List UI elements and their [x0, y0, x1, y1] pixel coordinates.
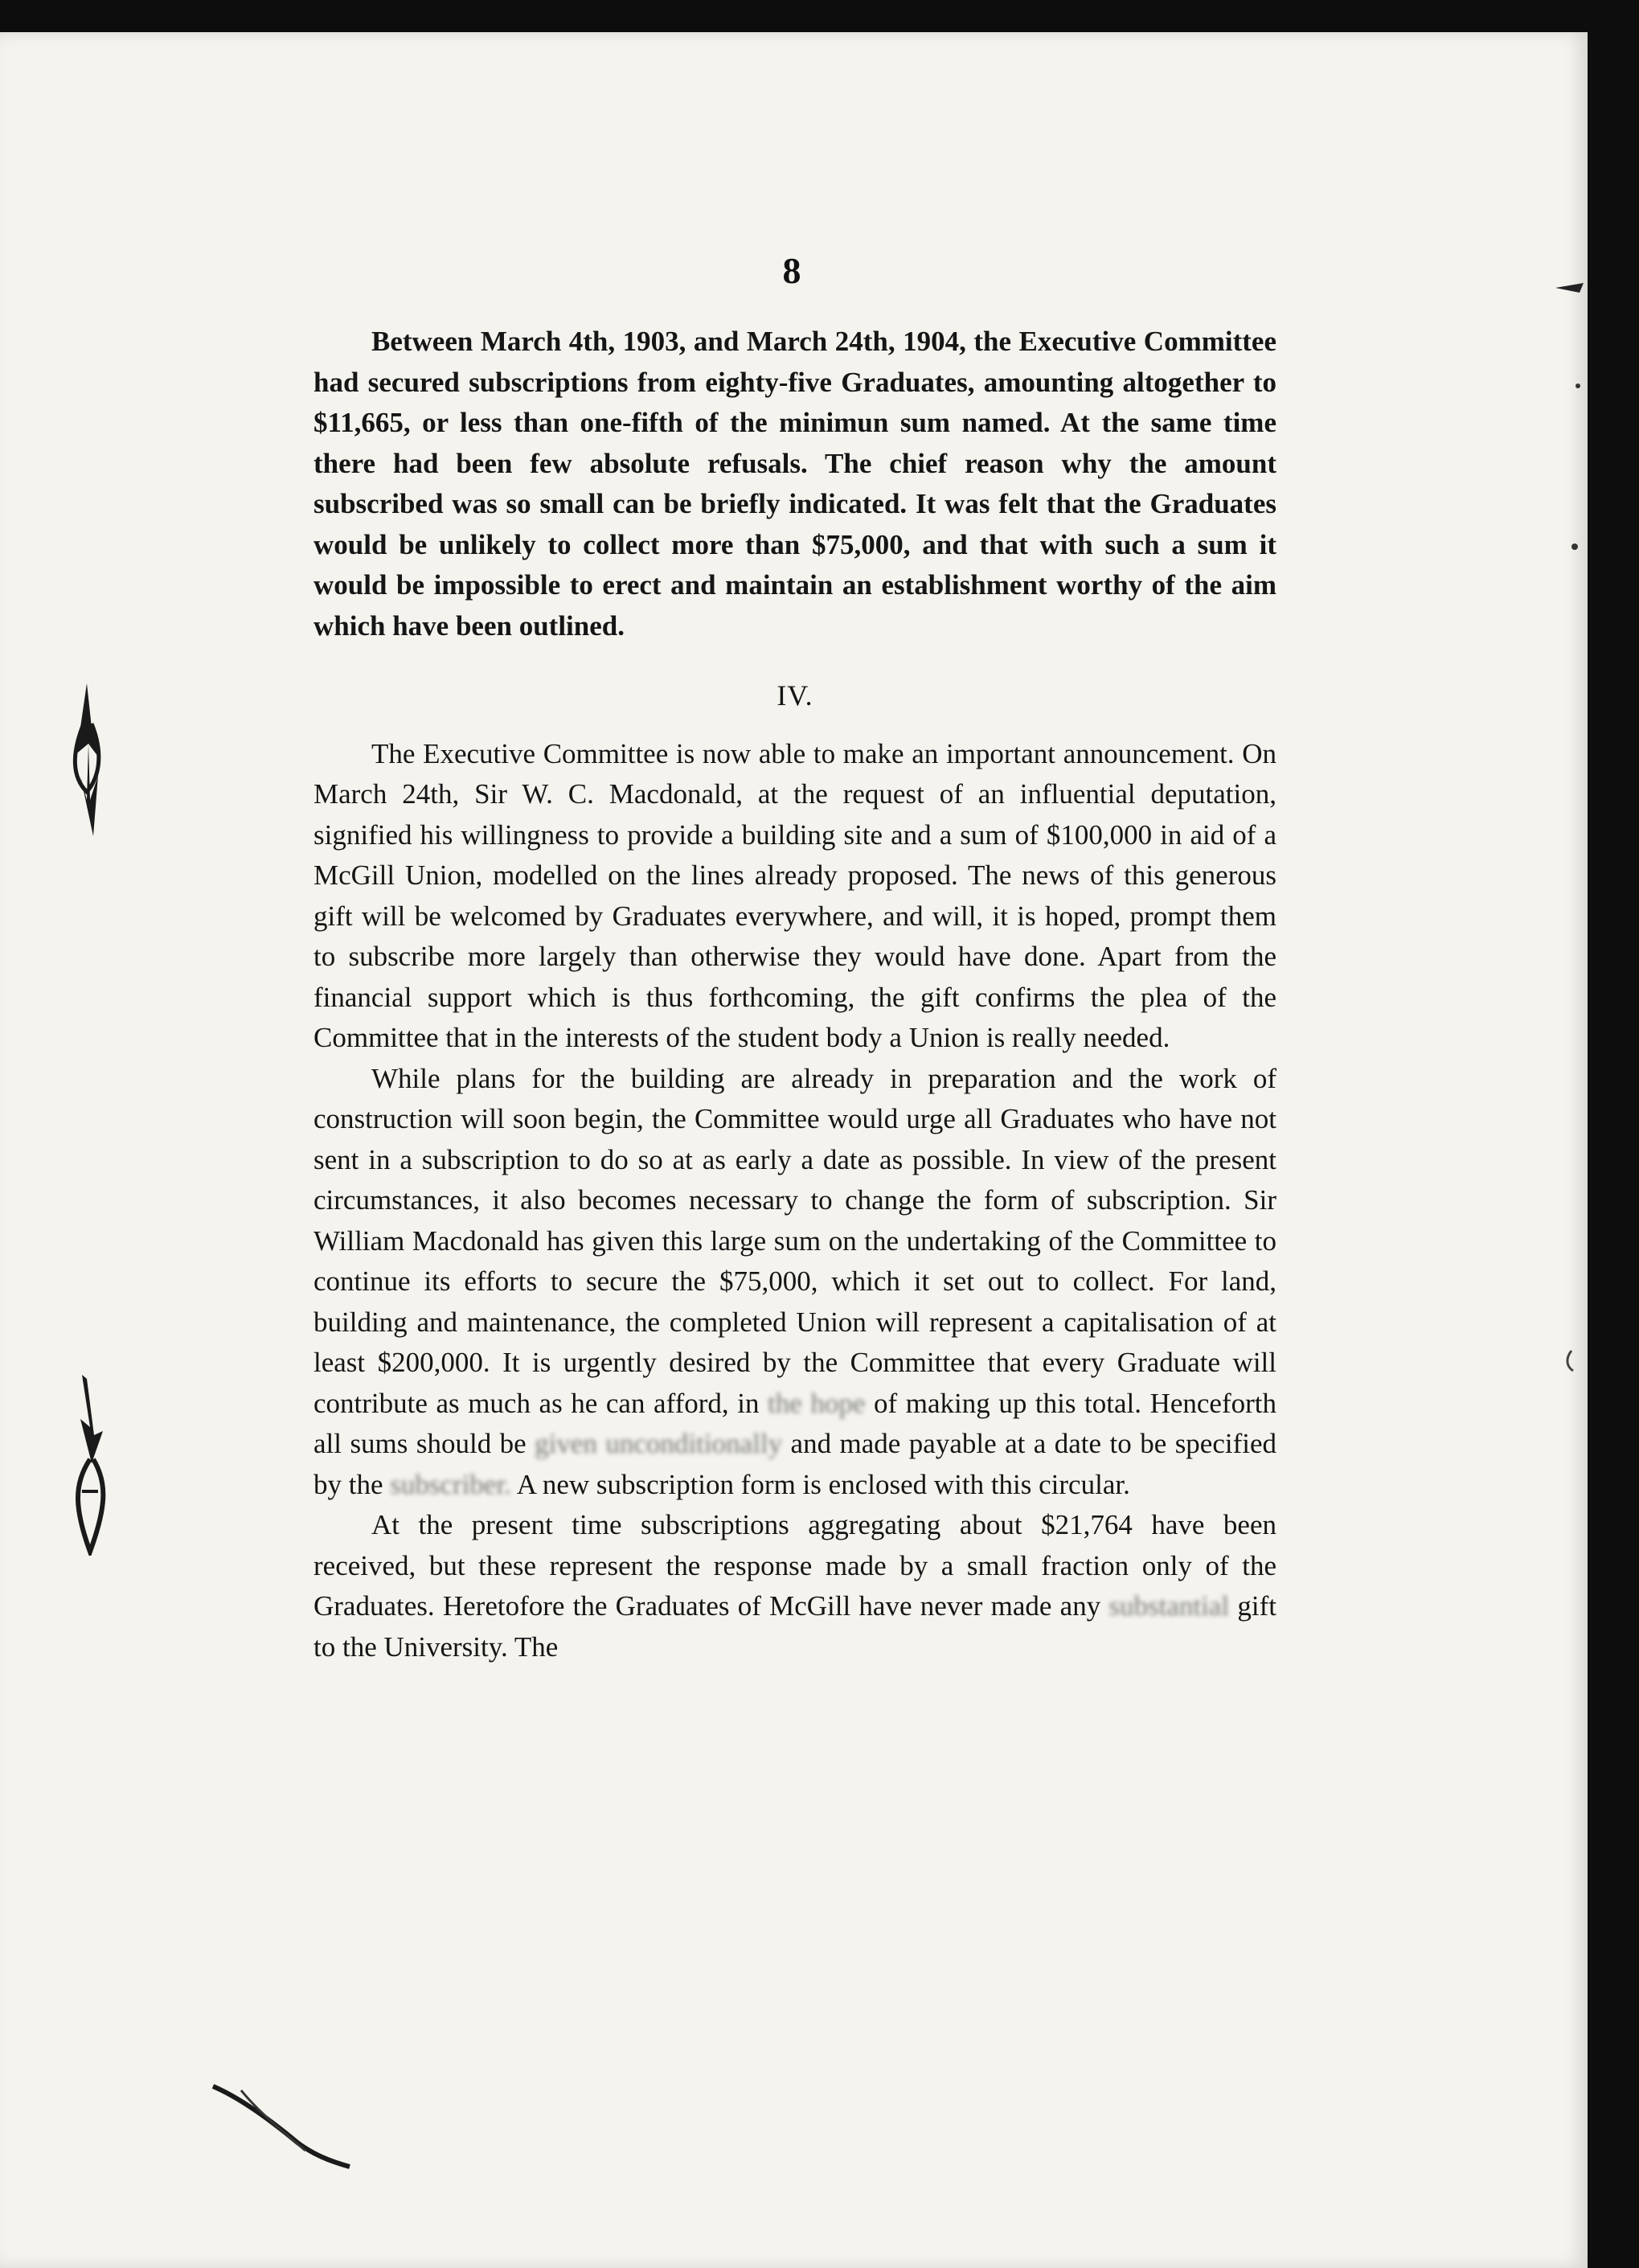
paragraph-3-text: of making up this total. Henceforth all sums should be	[313, 1387, 1277, 1459]
paragraph-3	[313, 1059, 1276, 1506]
paragraph-4-text: gift to the University. The	[313, 1590, 1277, 1663]
faded-text: substantial	[1108, 1590, 1230, 1622]
paragraph-3-text: A new subscription form is enclosed with this circular.	[516, 1468, 1130, 1500]
page-number: 8	[782, 250, 801, 291]
faded-text: given unconditionally	[535, 1428, 783, 1459]
edge-specks	[1547, 273, 1588, 1560]
scratch-mark	[209, 2074, 354, 2171]
paragraph-4	[313, 1505, 1276, 1667]
margin-arrow-mark-upper	[56, 679, 121, 840]
document-page	[0, 32, 1588, 2268]
paragraph-3-text: and made payable at a date to be specified by the	[313, 1428, 1277, 1500]
paragraph-3-text: While plans for the building are already in preparation and the work of construction will soon begin, the Committee would urge all Graduates who have not sent in a subscription to do so at as early a date as possible. In view of the present circumstances, it also becomes necessary to change the form of subscription. Sir William Macdonald has given this large sum on the undertaking of the Committee to continue its efforts to secure the $75,000, which it set out to collect. For land, building and maintenance, the completed Union will represent a capitalisation of at least $200,000. It is urgently desired by the Committee that every Graduate will contribute as much as he can afford, in	[313, 1062, 1276, 1419]
faded-text: the hope	[768, 1387, 866, 1419]
body-text	[313, 322, 1276, 1667]
paragraph-1: Between March 4th, 1903, and March 24th, 1904, the Executive Committee had secured subscriptions from eighty-five Graduates, amounting altogether to $11,665, or less than one-fifth of the minimun sum named. At the same time there had been few absolute refusals. The chief reason why the amount subscribed was so small can be briefly indicated. It was felt that the Graduates would be unlikely to collect more than $75,000, and that with such a sum it would be impossible to erect and maintain an establishment worthy of the aim which have been outlined.	[313, 326, 1276, 642]
faded-text: subscriber.	[390, 1468, 511, 1500]
section-heading: IV.	[776, 679, 813, 712]
paragraph-2: The Executive Committee is now able to make an important announcement. On March 24th, Sir W. C. Macdonald, at the request of an influential deputation, signified his willingness to provide a building site and a sum of $100,000 in aid of a McGill Union, modelled on the lines already proposed. The news of this generous gift will be welcomed by Graduates everywhere, and will, it is hoped, prompt them to subscribe more largely than otherwise they would have done. Apart from the financial support which is thus forthcoming, the gift confirms the plea of the Committee that in the interests of the student body a Union is really needed.	[313, 737, 1276, 1053]
paragraph-4-text: At the present time subscriptions aggregating about $21,764 have been received, but these represent the response made by a small fraction only of the Graduates. Heretofore the Graduates of McGill have never made any	[313, 1509, 1276, 1622]
margin-arrow-mark-lower	[58, 1371, 122, 1556]
